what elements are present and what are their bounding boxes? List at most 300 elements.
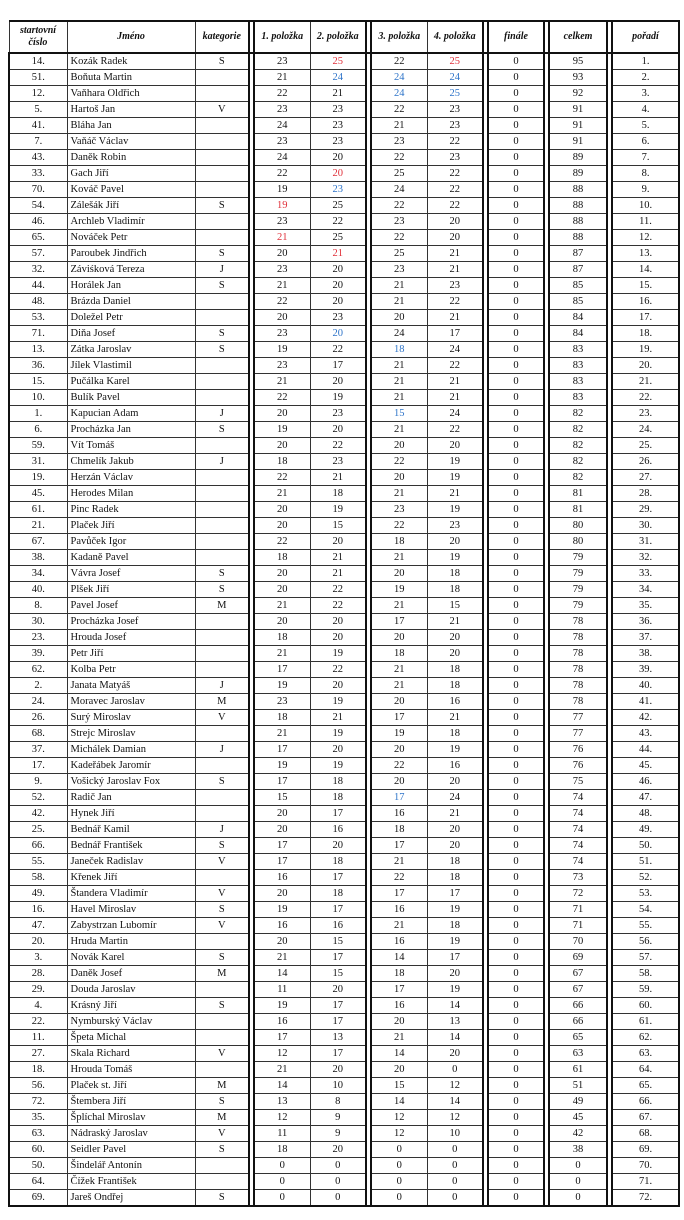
rank-cell: 2.: [612, 70, 679, 86]
item4-score-cell: 18: [427, 662, 483, 678]
category-cell: [195, 390, 249, 406]
total-score-cell: 91: [549, 118, 607, 134]
competitor-name-cell: Plaček Jiří: [67, 518, 195, 534]
total-score-cell: 63: [549, 1046, 607, 1062]
table-row: [9, 950, 679, 966]
item2-score-cell: 23: [310, 118, 366, 134]
total-score-cell: 78: [549, 630, 607, 646]
item3-score-cell: 17: [371, 886, 427, 902]
item2-score-cell: 18: [310, 854, 366, 870]
category-cell: [195, 1158, 249, 1174]
item1-score-cell: 23: [254, 326, 310, 342]
item3-score-cell: 23: [371, 214, 427, 230]
competitor-name-cell: Čížek František: [67, 1174, 195, 1190]
item4-score-cell: 19: [427, 470, 483, 486]
item4-score-cell: 0: [427, 1190, 483, 1207]
total-score-cell: 85: [549, 278, 607, 294]
competitor-name-cell: Hruda Martin: [67, 934, 195, 950]
item4-score-cell: 19: [427, 934, 483, 950]
header-final: finále: [488, 21, 544, 53]
item3-score-cell: 22: [371, 198, 427, 214]
item3-score-cell: 22: [371, 102, 427, 118]
start-number-cell: 66.: [9, 838, 67, 854]
total-score-cell: 89: [549, 166, 607, 182]
category-cell: J: [195, 406, 249, 422]
competitor-name-cell: Šplíchal Miroslav: [67, 1110, 195, 1126]
item3-score-cell: 22: [371, 150, 427, 166]
rank-cell: 56.: [612, 934, 679, 950]
rank-cell: 42.: [612, 710, 679, 726]
item2-score-cell: 13: [310, 1030, 366, 1046]
header-item4: 4. položka: [427, 21, 483, 53]
category-cell: S: [195, 998, 249, 1014]
table-row: [9, 742, 679, 758]
final-score-cell: 0: [488, 678, 544, 694]
rank-cell: 41.: [612, 694, 679, 710]
category-cell: [195, 86, 249, 102]
competitor-name-cell: Zabystrzan Lubomír: [67, 918, 195, 934]
competitor-name-cell: Hynek Jiří: [67, 806, 195, 822]
table-row: [9, 1014, 679, 1030]
start-number-cell: 3.: [9, 950, 67, 966]
item4-score-cell: 22: [427, 182, 483, 198]
item3-score-cell: 20: [371, 742, 427, 758]
item2-score-cell: 20: [310, 1142, 366, 1158]
item4-score-cell: 19: [427, 502, 483, 518]
rank-cell: 14.: [612, 262, 679, 278]
table-header: [9, 21, 679, 53]
category-cell: [195, 118, 249, 134]
competitor-name-cell: Herzán Václav: [67, 470, 195, 486]
start-number-cell: 32.: [9, 262, 67, 278]
item4-score-cell: 14: [427, 1030, 483, 1046]
item2-score-cell: 21: [310, 566, 366, 582]
rank-cell: 45.: [612, 758, 679, 774]
table-row: [9, 1158, 679, 1174]
total-score-cell: 88: [549, 182, 607, 198]
competitor-name-cell: Daněk Josef: [67, 966, 195, 982]
final-score-cell: 0: [488, 902, 544, 918]
item2-score-cell: 25: [310, 53, 366, 70]
item1-score-cell: 19: [254, 422, 310, 438]
item4-score-cell: 13: [427, 1014, 483, 1030]
competitor-name-cell: Gach Jiří: [67, 166, 195, 182]
item1-score-cell: 20: [254, 502, 310, 518]
item2-score-cell: 20: [310, 278, 366, 294]
competitor-name-cell: Štembera Jiří: [67, 1094, 195, 1110]
rank-cell: 9.: [612, 182, 679, 198]
competitor-name-cell: Michálek Damian: [67, 742, 195, 758]
item2-score-cell: 20: [310, 422, 366, 438]
category-cell: [195, 726, 249, 742]
item3-score-cell: 22: [371, 758, 427, 774]
final-score-cell: 0: [488, 454, 544, 470]
start-number-cell: 67.: [9, 534, 67, 550]
item1-score-cell: 22: [254, 534, 310, 550]
start-number-cell: 36.: [9, 358, 67, 374]
item1-score-cell: 17: [254, 1030, 310, 1046]
final-score-cell: 0: [488, 886, 544, 902]
table-row: [9, 998, 679, 1014]
rank-cell: 63.: [612, 1046, 679, 1062]
item1-score-cell: 20: [254, 806, 310, 822]
item2-score-cell: 19: [310, 758, 366, 774]
item2-score-cell: 22: [310, 662, 366, 678]
item1-score-cell: 20: [254, 518, 310, 534]
item3-score-cell: 21: [371, 854, 427, 870]
category-cell: [195, 70, 249, 86]
rank-cell: 54.: [612, 902, 679, 918]
final-score-cell: 0: [488, 934, 544, 950]
competitor-name-cell: Hartoš Jan: [67, 102, 195, 118]
item3-score-cell: 18: [371, 342, 427, 358]
table-row: [9, 1174, 679, 1190]
item2-score-cell: 16: [310, 822, 366, 838]
total-score-cell: 49: [549, 1094, 607, 1110]
total-score-cell: 67: [549, 966, 607, 982]
final-score-cell: 0: [488, 198, 544, 214]
table-row: [9, 1126, 679, 1142]
item4-score-cell: 22: [427, 358, 483, 374]
item3-score-cell: 21: [371, 358, 427, 374]
item4-score-cell: 20: [427, 646, 483, 662]
total-score-cell: 93: [549, 70, 607, 86]
item4-score-cell: 19: [427, 550, 483, 566]
total-score-cell: 74: [549, 790, 607, 806]
total-score-cell: 75: [549, 774, 607, 790]
category-cell: V: [195, 710, 249, 726]
item2-score-cell: 23: [310, 310, 366, 326]
final-score-cell: 0: [488, 566, 544, 582]
item3-score-cell: 18: [371, 646, 427, 662]
total-score-cell: 73: [549, 870, 607, 886]
table-row: [9, 854, 679, 870]
table-row: [9, 342, 679, 358]
rank-cell: 6.: [612, 134, 679, 150]
start-number-cell: 26.: [9, 710, 67, 726]
item2-score-cell: 19: [310, 694, 366, 710]
table-row: [9, 422, 679, 438]
table-row: [9, 902, 679, 918]
total-score-cell: 88: [549, 214, 607, 230]
competitor-name-cell: Bednář Kamil: [67, 822, 195, 838]
item1-score-cell: 11: [254, 1126, 310, 1142]
category-cell: S: [195, 838, 249, 854]
category-cell: S: [195, 198, 249, 214]
rank-cell: 21.: [612, 374, 679, 390]
item4-score-cell: 18: [427, 566, 483, 582]
table-row: [9, 582, 679, 598]
table-row: [9, 310, 679, 326]
competitor-name-cell: Petr Jiří: [67, 646, 195, 662]
competitor-name-cell: Janata Matyáš: [67, 678, 195, 694]
rank-cell: 62.: [612, 1030, 679, 1046]
item3-score-cell: 19: [371, 726, 427, 742]
competitor-name-cell: Doležel Petr: [67, 310, 195, 326]
item2-score-cell: 0: [310, 1190, 366, 1207]
item1-score-cell: 20: [254, 582, 310, 598]
total-score-cell: 70: [549, 934, 607, 950]
category-cell: S: [195, 582, 249, 598]
table-row: [9, 406, 679, 422]
competitor-name-cell: Hrouda Josef: [67, 630, 195, 646]
total-score-cell: 87: [549, 246, 607, 262]
item4-score-cell: 12: [427, 1078, 483, 1094]
start-number-cell: 59.: [9, 438, 67, 454]
start-number-cell: 24.: [9, 694, 67, 710]
item4-score-cell: 14: [427, 1094, 483, 1110]
competitor-name-cell: Chmelík Jakub: [67, 454, 195, 470]
item1-score-cell: 22: [254, 390, 310, 406]
start-number-cell: 18.: [9, 1062, 67, 1078]
start-number-cell: 8.: [9, 598, 67, 614]
competitor-name-cell: Bláha Jan: [67, 118, 195, 134]
final-score-cell: 0: [488, 1158, 544, 1174]
start-number-cell: 53.: [9, 310, 67, 326]
competitor-name-cell: Bednář František: [67, 838, 195, 854]
final-score-cell: 0: [488, 422, 544, 438]
start-number-cell: 22.: [9, 1014, 67, 1030]
item2-score-cell: 18: [310, 790, 366, 806]
item3-score-cell: 20: [371, 438, 427, 454]
total-score-cell: 66: [549, 998, 607, 1014]
item4-score-cell: 17: [427, 326, 483, 342]
table-row: [9, 470, 679, 486]
final-score-cell: 0: [488, 854, 544, 870]
item3-score-cell: 24: [371, 326, 427, 342]
table-row: [9, 326, 679, 342]
table-row: [9, 870, 679, 886]
total-score-cell: 78: [549, 614, 607, 630]
item1-score-cell: 21: [254, 1062, 310, 1078]
competitor-name-cell: Kadeřábek Jaromír: [67, 758, 195, 774]
final-score-cell: 0: [488, 86, 544, 102]
competitor-name-cell: Jílek Vlastimil: [67, 358, 195, 374]
item3-score-cell: 17: [371, 982, 427, 998]
competitor-name-cell: Nymburský Václav: [67, 1014, 195, 1030]
item3-score-cell: 17: [371, 614, 427, 630]
item4-score-cell: 24: [427, 790, 483, 806]
category-cell: J: [195, 678, 249, 694]
rank-cell: 12.: [612, 230, 679, 246]
rank-cell: 48.: [612, 806, 679, 822]
final-score-cell: 0: [488, 710, 544, 726]
item1-score-cell: 20: [254, 310, 310, 326]
item4-score-cell: 24: [427, 406, 483, 422]
start-number-cell: 68.: [9, 726, 67, 742]
final-score-cell: 0: [488, 838, 544, 854]
total-score-cell: 95: [549, 53, 607, 70]
category-cell: [195, 1062, 249, 1078]
total-score-cell: 91: [549, 134, 607, 150]
final-score-cell: 0: [488, 726, 544, 742]
item3-score-cell: 16: [371, 902, 427, 918]
table-row: [9, 262, 679, 278]
rank-cell: 4.: [612, 102, 679, 118]
total-score-cell: 0: [549, 1158, 607, 1174]
total-score-cell: 91: [549, 102, 607, 118]
table-row: [9, 774, 679, 790]
start-number-cell: 27.: [9, 1046, 67, 1062]
item2-score-cell: 19: [310, 502, 366, 518]
item3-score-cell: 14: [371, 1046, 427, 1062]
item2-score-cell: 21: [310, 246, 366, 262]
rank-cell: 66.: [612, 1094, 679, 1110]
competitor-name-cell: Kolba Petr: [67, 662, 195, 678]
item4-score-cell: 14: [427, 998, 483, 1014]
rank-cell: 70.: [612, 1158, 679, 1174]
item2-score-cell: 17: [310, 998, 366, 1014]
table-row: [9, 518, 679, 534]
competitor-name-cell: Procházka Jan: [67, 422, 195, 438]
final-score-cell: 0: [488, 806, 544, 822]
item2-score-cell: 20: [310, 982, 366, 998]
table-row: [9, 1142, 679, 1158]
start-number-cell: 41.: [9, 118, 67, 134]
final-score-cell: 0: [488, 1142, 544, 1158]
category-cell: S: [195, 950, 249, 966]
table-row: [9, 694, 679, 710]
item4-score-cell: 16: [427, 758, 483, 774]
item4-score-cell: 20: [427, 534, 483, 550]
final-score-cell: 0: [488, 1110, 544, 1126]
item3-score-cell: 22: [371, 454, 427, 470]
item1-score-cell: 24: [254, 118, 310, 134]
item4-score-cell: 18: [427, 582, 483, 598]
rank-cell: 20.: [612, 358, 679, 374]
category-cell: [195, 182, 249, 198]
item3-score-cell: 20: [371, 774, 427, 790]
competitor-name-cell: Radič Jan: [67, 790, 195, 806]
item4-score-cell: 22: [427, 166, 483, 182]
item2-score-cell: 9: [310, 1110, 366, 1126]
total-score-cell: 83: [549, 390, 607, 406]
item3-score-cell: 25: [371, 166, 427, 182]
item1-score-cell: 11: [254, 982, 310, 998]
rank-cell: 51.: [612, 854, 679, 870]
category-cell: M: [195, 966, 249, 982]
item3-score-cell: 21: [371, 598, 427, 614]
rank-cell: 71.: [612, 1174, 679, 1190]
item4-score-cell: 10: [427, 1126, 483, 1142]
item3-score-cell: 0: [371, 1190, 427, 1207]
rank-cell: 68.: [612, 1126, 679, 1142]
item3-score-cell: 24: [371, 86, 427, 102]
start-number-cell: 13.: [9, 342, 67, 358]
item3-score-cell: 21: [371, 486, 427, 502]
start-number-cell: 11.: [9, 1030, 67, 1046]
header-start-number: [9, 21, 67, 53]
item4-score-cell: 25: [427, 86, 483, 102]
item3-score-cell: 19: [371, 582, 427, 598]
final-score-cell: 0: [488, 742, 544, 758]
item2-score-cell: 24: [310, 70, 366, 86]
header-item1: 1. položka: [254, 21, 310, 53]
rank-cell: 28.: [612, 486, 679, 502]
final-score-cell: 0: [488, 694, 544, 710]
start-number-cell: 49.: [9, 886, 67, 902]
rank-cell: 10.: [612, 198, 679, 214]
category-cell: M: [195, 1078, 249, 1094]
item2-score-cell: 8: [310, 1094, 366, 1110]
start-number-cell: 16.: [9, 902, 67, 918]
item2-score-cell: 21: [310, 86, 366, 102]
item2-score-cell: 19: [310, 646, 366, 662]
total-score-cell: 0: [549, 1174, 607, 1190]
total-score-cell: 74: [549, 854, 607, 870]
start-number-cell: 57.: [9, 246, 67, 262]
item2-score-cell: 15: [310, 966, 366, 982]
item2-score-cell: 20: [310, 614, 366, 630]
item1-score-cell: 23: [254, 694, 310, 710]
rank-cell: 3.: [612, 86, 679, 102]
competitor-name-cell: Bulík Pavel: [67, 390, 195, 406]
item3-score-cell: 17: [371, 838, 427, 854]
start-number-cell: 25.: [9, 822, 67, 838]
table-row: [9, 214, 679, 230]
rank-cell: 40.: [612, 678, 679, 694]
rank-cell: 69.: [612, 1142, 679, 1158]
table-row: [9, 374, 679, 390]
total-score-cell: 42: [549, 1126, 607, 1142]
item3-score-cell: 18: [371, 822, 427, 838]
total-score-cell: 81: [549, 502, 607, 518]
item4-score-cell: 20: [427, 774, 483, 790]
category-cell: [195, 1014, 249, 1030]
item1-score-cell: 20: [254, 246, 310, 262]
total-score-cell: 74: [549, 822, 607, 838]
final-score-cell: 0: [488, 630, 544, 646]
final-score-cell: 0: [488, 758, 544, 774]
item1-score-cell: 17: [254, 854, 310, 870]
total-score-cell: 79: [549, 582, 607, 598]
table-row: [9, 758, 679, 774]
competitor-name-cell: Vaňáč Václav: [67, 134, 195, 150]
item1-score-cell: 17: [254, 742, 310, 758]
final-score-cell: 0: [488, 982, 544, 998]
final-score-cell: 0: [488, 870, 544, 886]
item4-score-cell: 21: [427, 262, 483, 278]
total-score-cell: 87: [549, 262, 607, 278]
table-row: [9, 230, 679, 246]
total-score-cell: 82: [549, 470, 607, 486]
item1-score-cell: 18: [254, 710, 310, 726]
start-number-cell: 45.: [9, 486, 67, 502]
item2-score-cell: 17: [310, 358, 366, 374]
item4-score-cell: 21: [427, 390, 483, 406]
category-cell: J: [195, 454, 249, 470]
category-cell: [195, 486, 249, 502]
competitor-name-cell: Kadaně Pavel: [67, 550, 195, 566]
item3-score-cell: 12: [371, 1126, 427, 1142]
rank-cell: 22.: [612, 390, 679, 406]
category-cell: [195, 662, 249, 678]
start-number-cell: 7.: [9, 134, 67, 150]
competitor-name-cell: Archleb Vladimír: [67, 214, 195, 230]
item2-score-cell: 22: [310, 214, 366, 230]
item2-score-cell: 20: [310, 166, 366, 182]
header-item2: 2. položka: [310, 21, 366, 53]
start-number-cell: 9.: [9, 774, 67, 790]
table-body: [9, 53, 679, 1206]
results-table: [8, 20, 680, 1207]
final-score-cell: 0: [488, 1046, 544, 1062]
final-score-cell: 0: [488, 102, 544, 118]
competitor-name-cell: Štandera Vladimír: [67, 886, 195, 902]
item3-score-cell: 17: [371, 790, 427, 806]
final-score-cell: 0: [488, 1190, 544, 1207]
rank-cell: 23.: [612, 406, 679, 422]
